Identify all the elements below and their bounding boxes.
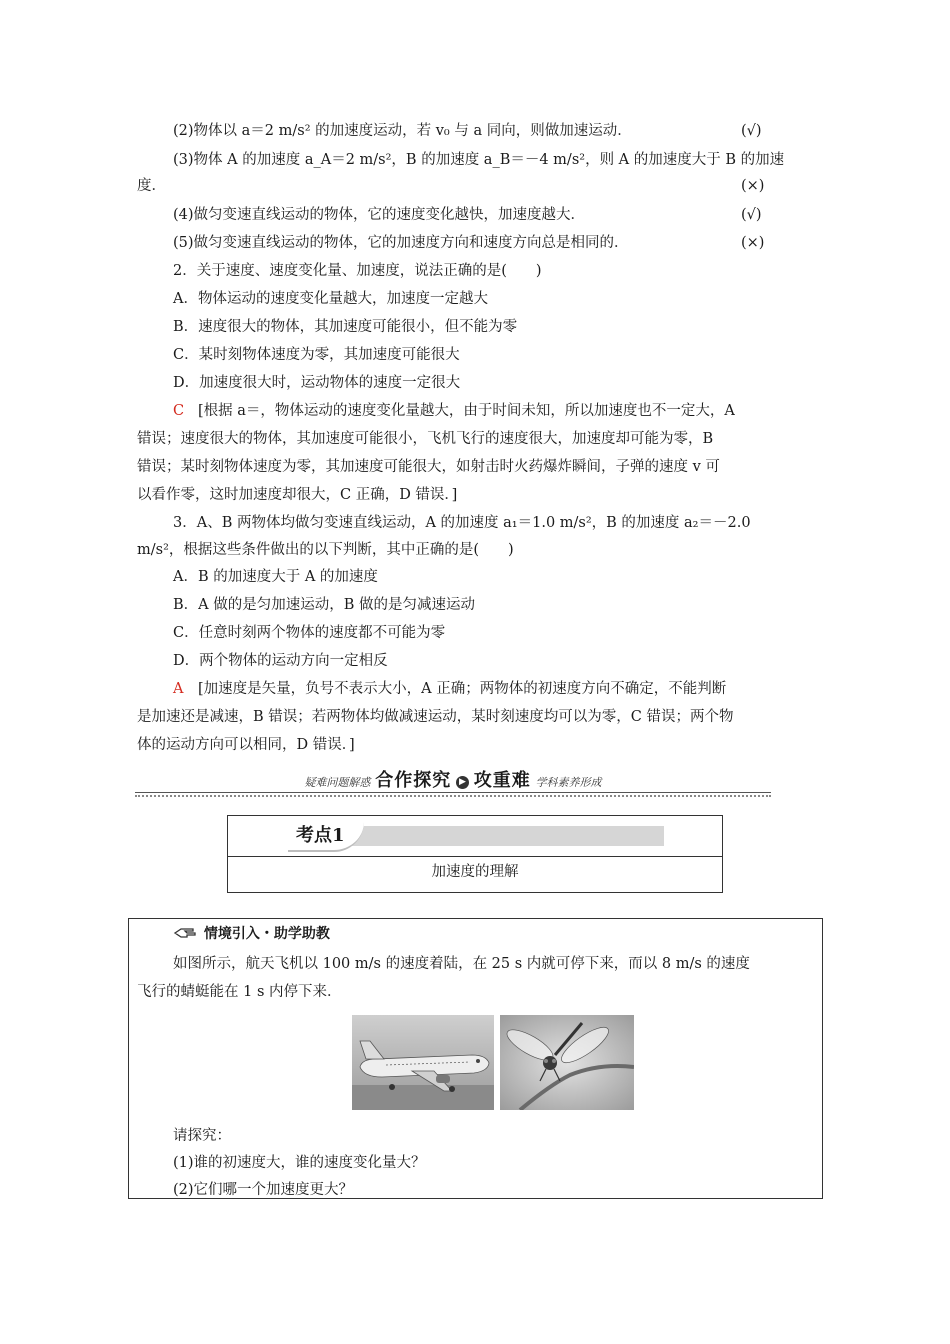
question-3-option-b: B．A 做的是匀加速运动，B 做的是匀减速运动 (173, 597, 475, 613)
question-2-explain-line2: 错误；速度很大的物体，其加速度可能很小，飞机飞行的速度很大，加速度却可能为零，B (137, 431, 714, 447)
question-3-explain-line3: 体的运动方向可以相同，D 错误．] (137, 737, 355, 753)
topic-divider (228, 856, 722, 857)
judge-item-2: (2)物体以 a＝2 m/s² 的加速度运动，若 v₀ 与 a 同向，则做加速运动． (173, 123, 632, 139)
question-2-answer: C (173, 403, 185, 419)
context-text-line1: 如图所示，航天飞机以 100 m/s 的速度着陆，在 25 s 内就可停下来，而以 8 m/s 的速度 (173, 956, 750, 972)
judge-mark-5: (×) (741, 235, 765, 251)
section-bar-line-dotted (135, 795, 771, 797)
context-prompt: 请探究： (173, 1128, 231, 1144)
question-3-option-d: D．两个物体的运动方向一定相反 (173, 653, 388, 669)
section-bar-main-b: 攻重难 (473, 770, 531, 791)
question-2-option-b: B．速度很大的物体，其加速度可能很小，但不能为零 (173, 319, 518, 335)
question-3-explain-line1: [加速度是矢量，负号不表示大小，A 正确；两物体的初速度方向不确定，不能判断 (198, 681, 727, 697)
context-question-2: (2)它们哪一个加速度更大？ (173, 1182, 354, 1198)
section-bar-right: 学科素养形成 (535, 776, 602, 789)
question-3-explain-line2: 是加速还是减速，B 错误；若两物体均做减速运动，某时刻速度均可以为零，C 错误；两个物 (137, 709, 734, 725)
question-2-explain-line4: 以看作零，这时加速度却很大，C 正确，D 错误．] (137, 487, 458, 503)
arrow-circle-icon: ▶ (456, 776, 469, 789)
question-3-option-c: C．任意时刻两个物体的速度都不可能为零 (173, 625, 446, 641)
judge-item-5: (5)做匀变速直线运动的物体，它的加速度方向和速度方向总是相同的． (173, 235, 629, 251)
question-3-stem-line1: 3．A、B 两物体均做匀变速直线运动，A 的加速度 a₁＝1.0 m/s²，B 的加速度 a₂＝－2.0 (173, 515, 751, 531)
section-bar (135, 770, 771, 794)
judge-item-3-line2: 度． (137, 178, 166, 194)
question-2-stem: 2．关于速度、速度变化量、加速度，说法正确的是( ) (173, 263, 542, 279)
question-2-explain-line1: [根据 a＝，物体运动的速度变化量越大，由于时间未知，所以加速度也不一定大，A (198, 403, 735, 419)
question-2-option-c: C．某时刻物体速度为零，其加速度可能很大 (173, 347, 460, 363)
hand-pointer-icon (173, 926, 199, 940)
section-bar-left: 疑难问题解惑 (304, 776, 371, 789)
section-bar-main-a: 合作探究 (375, 770, 452, 791)
question-2-option-d: D．加速度很大时，运动物体的速度一定很大 (173, 375, 461, 391)
context-header-text: 情境引入・助学助教 (203, 926, 330, 942)
question-3-answer: A (173, 681, 184, 697)
judge-item-4: (4)做匀变速直线运动的物体，它的速度变化越快，加速度越大． (173, 207, 586, 223)
judge-mark-2: (√) (741, 123, 762, 139)
context-question-1: (1)谁的初速度大，谁的速度变化量大？ (173, 1155, 426, 1171)
topic-box (227, 815, 723, 893)
question-3-stem-line2: m/s²，根据这些条件做出的以下判断，其中正确的是( ) (137, 542, 514, 558)
judge-mark-3: (×) (741, 178, 765, 194)
context-text-line2: 飞行的蜻蜓能在 1 s 内停下来． (137, 984, 342, 1000)
question-3-option-a: A．B 的加速度大于 A 的加速度 (173, 569, 378, 585)
context-header (173, 924, 330, 944)
question-2-option-a: A．物体运动的速度变化量越大，加速度一定越大 (173, 291, 488, 307)
judge-item-3-line1: (3)物体 A 的加速度 a_A＝2 m/s²，B 的加速度 a_B＝－4 m/s²，则 A 的加速度大于 B 的加速 (173, 152, 785, 168)
judge-mark-4: (√) (741, 207, 762, 223)
airplane-photo (352, 1015, 494, 1110)
section-bar-line-top (135, 792, 771, 793)
dragonfly-photo (500, 1015, 634, 1110)
question-2-explain-line3: 错误；某时刻物体速度为零，其加速度可能很大，如射击时火药爆炸瞬间，子弹的速度 v 可 (137, 459, 720, 475)
topic-title: 加速度的理解 (431, 864, 519, 880)
topic-tab: 考点1 (288, 822, 364, 852)
